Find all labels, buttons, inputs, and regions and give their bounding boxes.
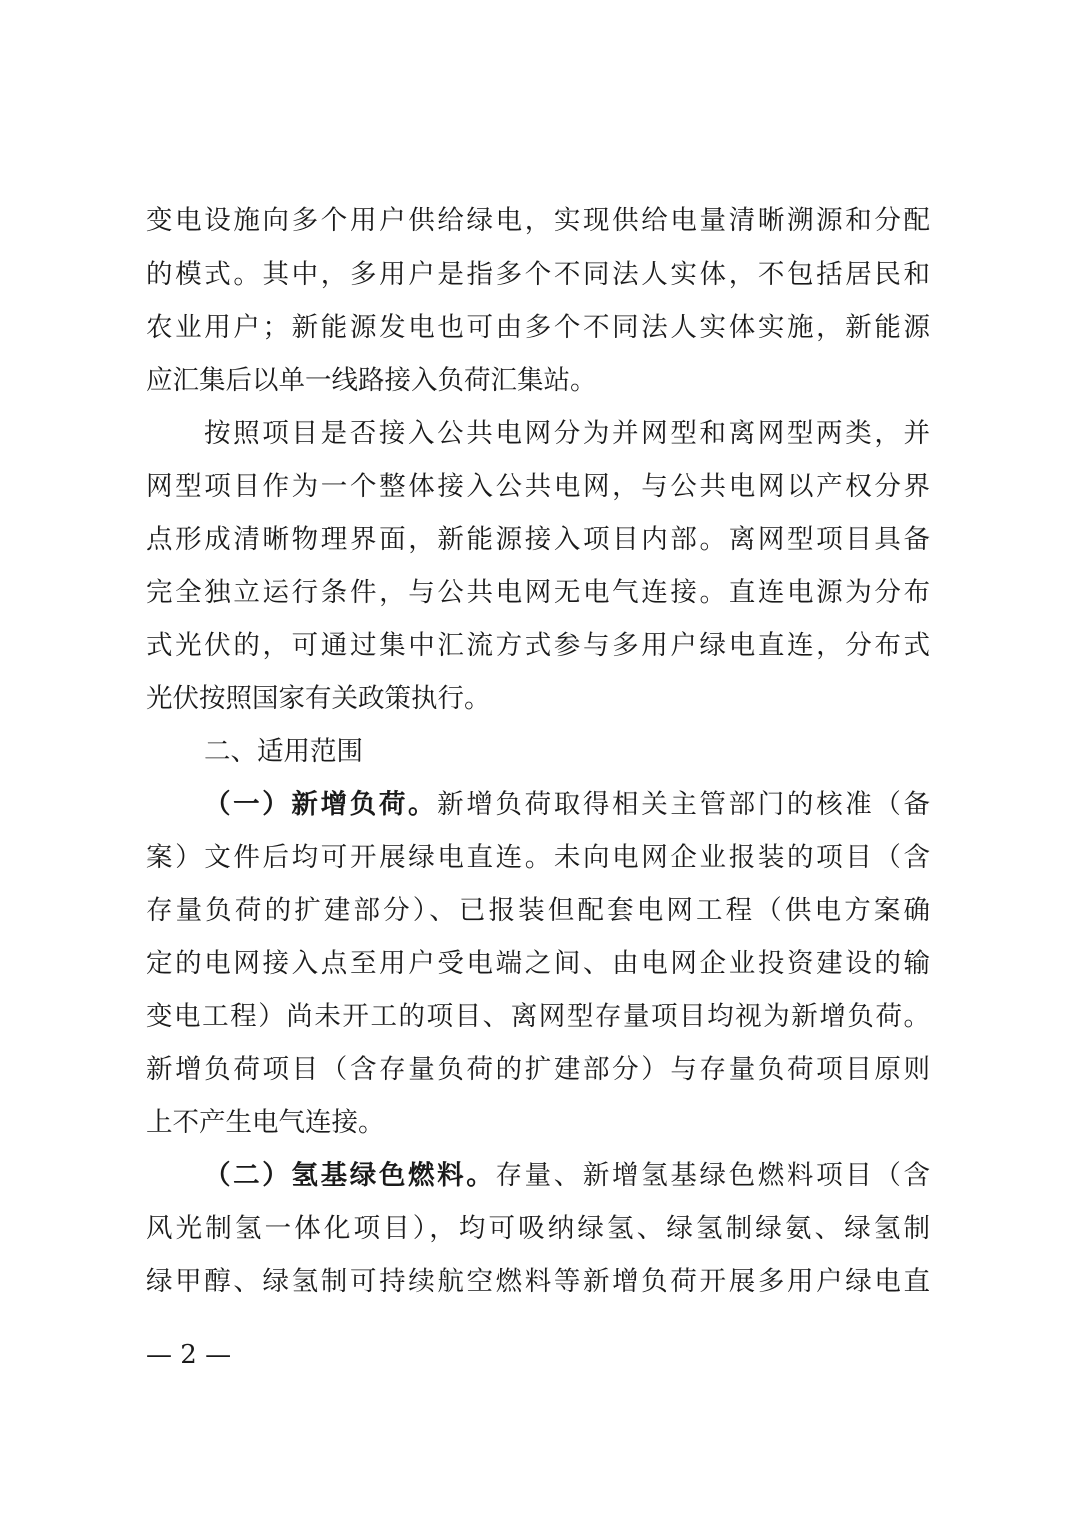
page-number: — 2 — — [146, 1340, 232, 1370]
paragraph-4-line-1-text: 存量、新增氢基绿色燃料项目（含 — [495, 1160, 931, 1191]
paragraph-1-line-2: 的模式。其中，多用户是指多个不同法人实体，不包括居民和 — [146, 259, 930, 290]
paragraph-4-line-3: 绿甲醇、绿氢制可持续航空燃料等新增负荷开展多用户绿电直 — [146, 1266, 930, 1297]
paragraph-4-lead: （二）氢基绿色燃料。 — [204, 1160, 496, 1191]
paragraph-2-line-5: 式光伏的，可通过集中汇流方式参与多用户绿电直连，分布式 — [146, 630, 930, 661]
paragraph-3-line-5: 变电工程）尚未开工的项目、离网型存量项目均视为新增负荷。 — [146, 1001, 930, 1032]
paragraph-1-line-1: 变电设施向多个用户供给绿电，实现供给电量清晰溯源和分配 — [146, 205, 930, 236]
paragraph-2-line-4: 完全独立运行条件，与公共电网无电气连接。直连电源为分布 — [146, 577, 930, 608]
paragraph-3-line-2: 案）文件后均可开展绿电直连。未向电网企业报装的项目（含 — [146, 842, 930, 873]
paragraph-2-line-1: 按照项目是否接入公共电网分为并网型和离网型两类，并 — [204, 418, 930, 449]
paragraph-1-line-4: 应汇集后以单一线路接入负荷汇集站。 — [146, 365, 597, 396]
section-heading: 二、适用范围 — [204, 736, 363, 767]
paragraph-2-line-6: 光伏按照国家有关政策执行。 — [146, 683, 491, 714]
paragraph-3-line-4: 定的电网接入点至用户受电端之间、由电网企业投资建设的输 — [146, 948, 930, 979]
paragraph-3-lead: （一）新增负荷。 — [204, 789, 438, 820]
paragraph-3-line-7: 上不产生电气连接。 — [146, 1107, 385, 1138]
paragraph-4-line-2: 风光制氢一体化项目），均可吸纳绿氢、绿氢制绿氨、绿氢制 — [146, 1213, 930, 1244]
paragraph-4-line-1 — [204, 1151, 930, 1201]
paragraph-3-line-6: 新增负荷项目（含存量负荷的扩建部分）与存量负荷项目原则 — [146, 1054, 930, 1085]
paragraph-3-line-1-text: 新增负荷取得相关主管部门的核准（备 — [437, 789, 931, 820]
paragraph-1-line-3: 农业用户；新能源发电也可由多个不同法人实体实施，新能源 — [146, 312, 930, 343]
paragraph-3-line-1 — [204, 780, 930, 830]
paragraph-3-line-3: 存量负荷的扩建部分）、已报装但配套电网工程（供电方案确 — [146, 895, 930, 926]
paragraph-2-line-2: 网型项目作为一个整体接入公共电网，与公共电网以产权分界 — [146, 471, 930, 502]
paragraph-2-line-3: 点形成清晰物理界面，新能源接入项目内部。离网型项目具备 — [146, 524, 930, 555]
